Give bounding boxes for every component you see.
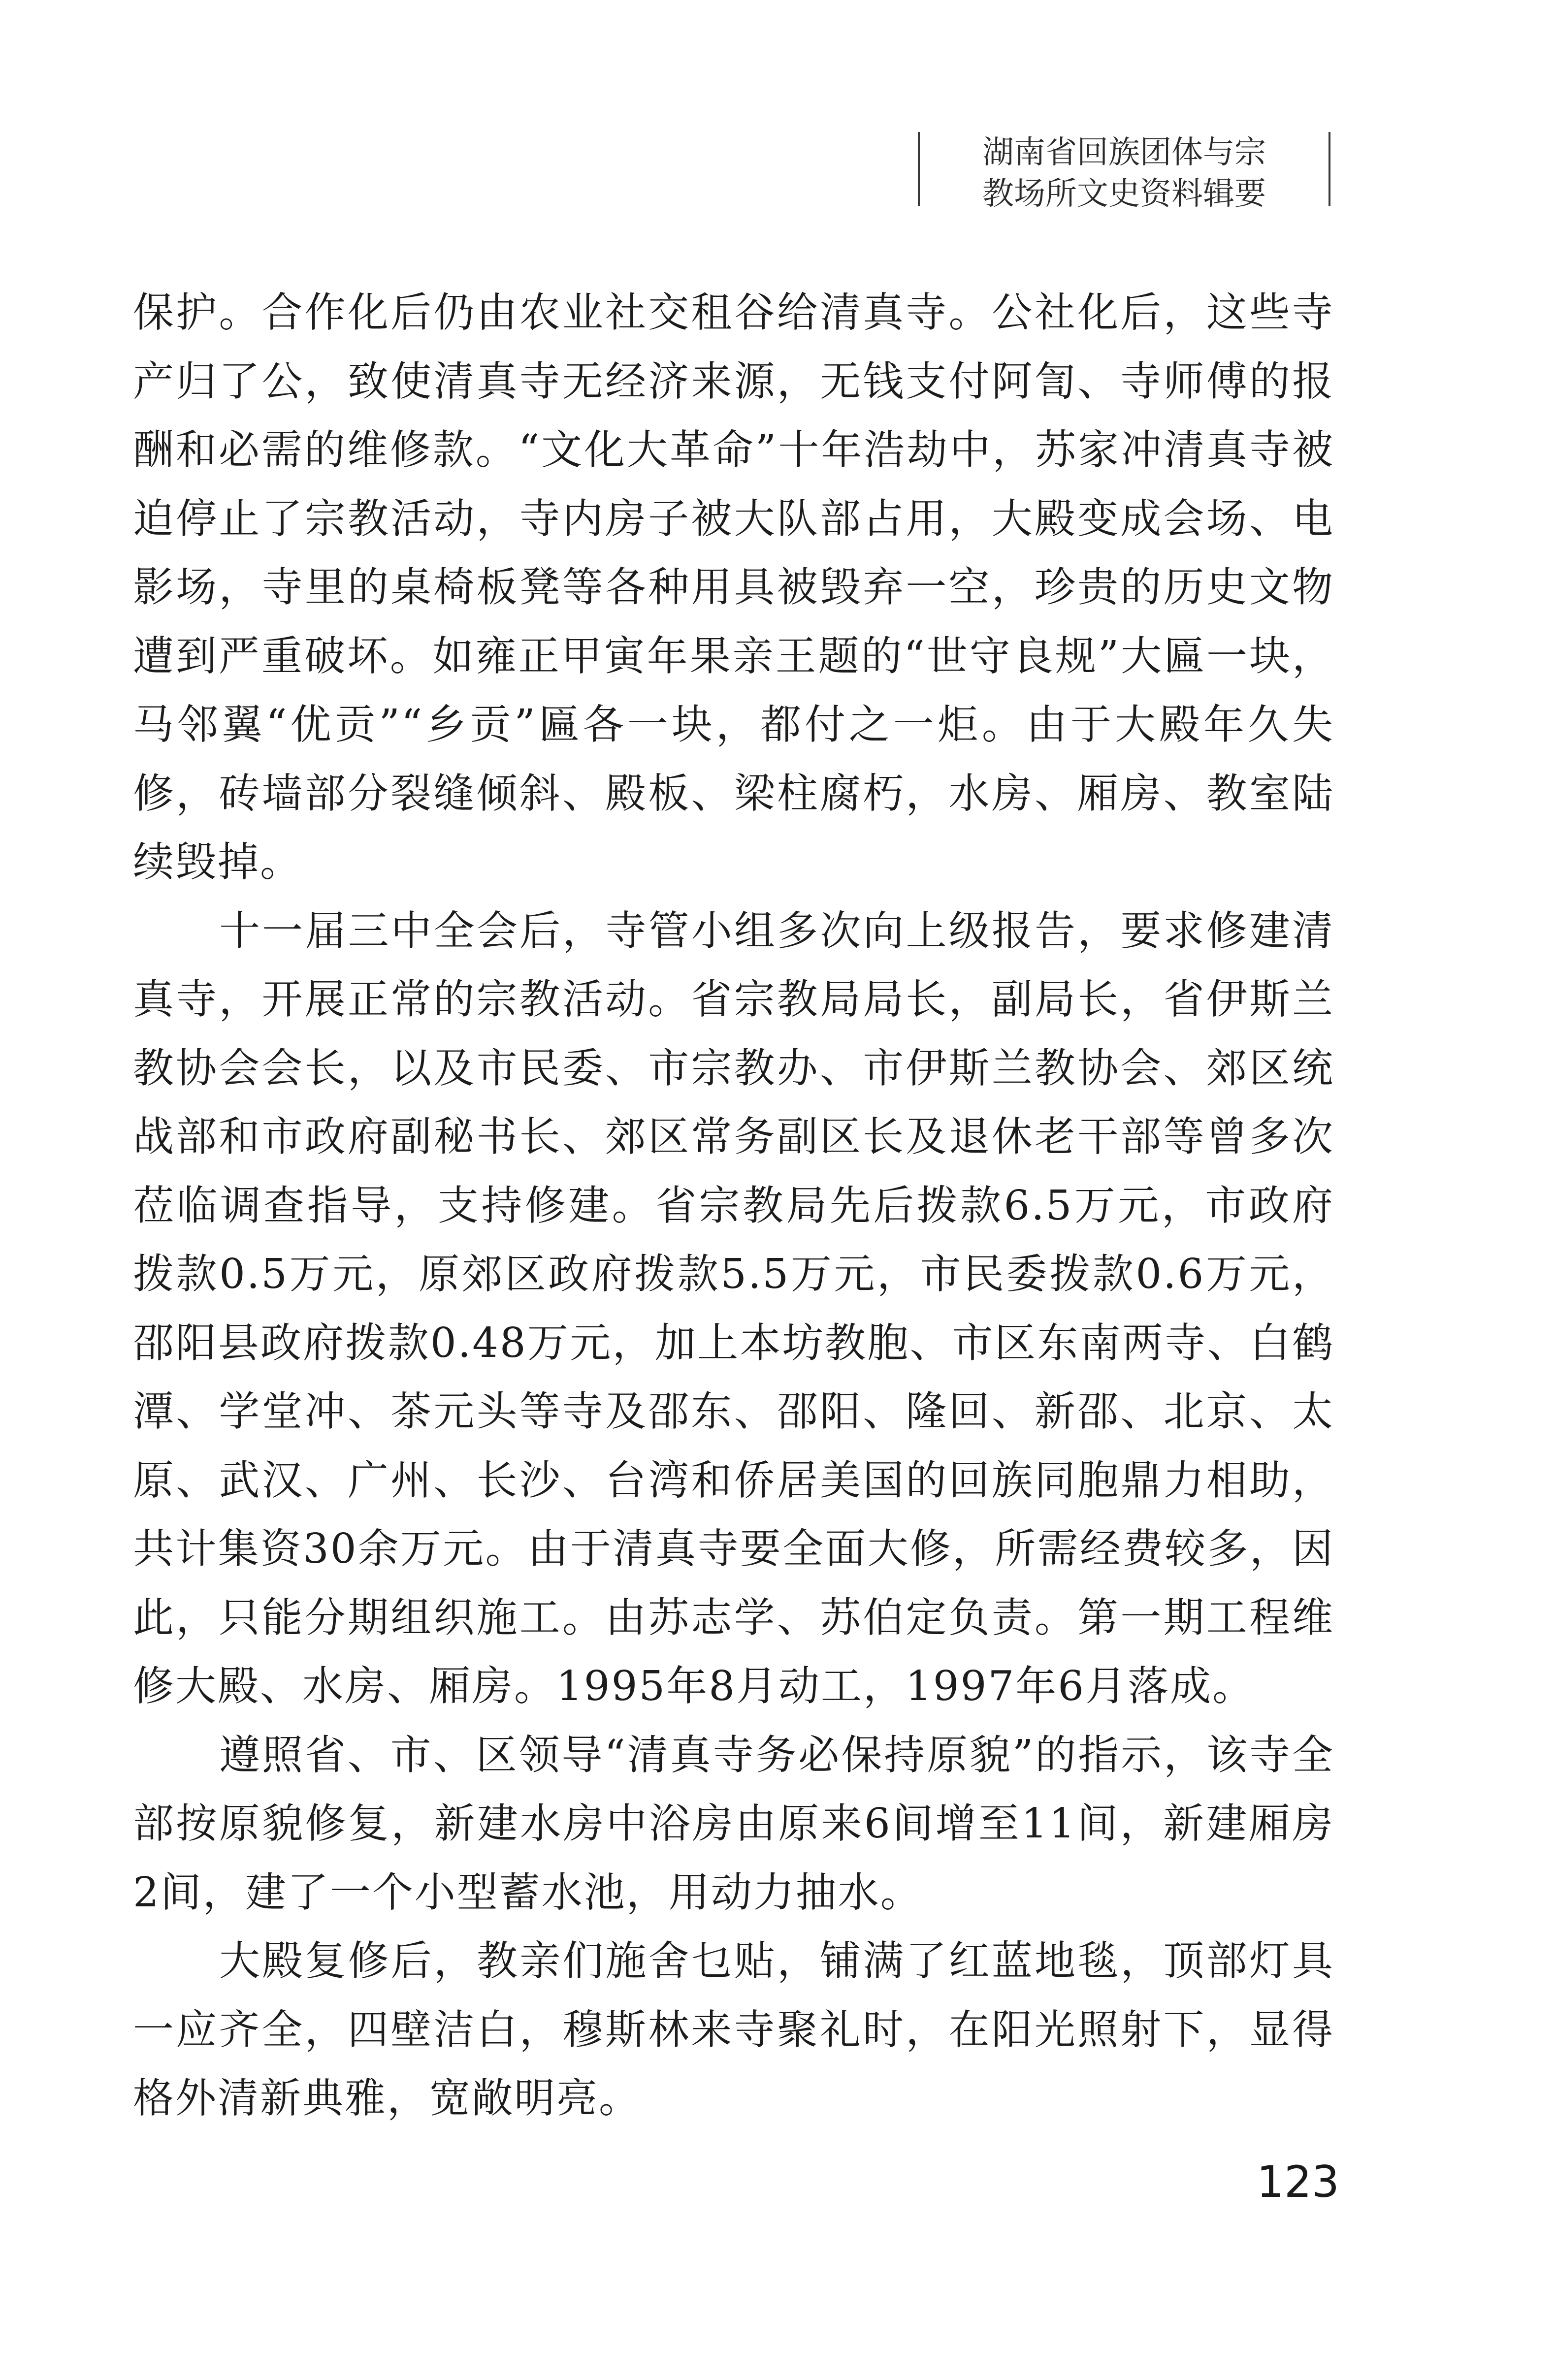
header-title-line1: 湖南省回族团体与宗 [982,134,1266,171]
paragraph-continued: 保护。合作化后仍由农业社交租谷给清真寺。公社化后，这些寺产归了公，致使清真寺无经济来源，无钱支付阿訇、寺师傅的报酬和必需的维修款。“文化大革命”十年浩劫中，苏家冲清真寺被迫停止了宗教活动，寺内房子被大队部占用，大殿变成会场、电影场，寺里的桌椅板凳等各种用具被毁弃一空，珍贵的历史文物遭到严重破坏。如雍正甲寅年果亲王题的“世守良规”大匾一块，马邻翼“优贡”“乡贡”匾各一块，都付之一炬。由于大殿年久失修，砖墙部分裂缝倾斜、殿板、梁柱腐朽，水房、厢房、教室陆续毁掉。 [133,289,1334,886]
header-rule-right [1329,132,1330,206]
running-header [930,132,1319,215]
header-rule-left [918,132,920,206]
paragraph-restoration: 遵照省、市、区领导“清真寺务必保持原貌”的指示，该寺全部按原貌修复，新建水房中浴房由原来6间增至11间，新建厢房2间，建了一个小型蓄水池，用动力抽水。 [133,1731,1334,1916]
page-number: 123 [1257,2156,1339,2207]
paragraph-funding: 十一届三中全会后，寺管小组多次向上级报告，要求修建清真寺，开展正常的宗教活动。省宗教局局长，副局长，省伊斯兰教协会会长，以及市民委、市宗教办、市伊斯兰教协会、郊区统战部和市政府副秘书长、郊区常务副区长及退休老干部等曾多次莅临调查指导，支持修建。省宗教局先后拨款6.5万元，市政府拨款0.5万元，原郊区政府拨款5.5万元，市民委拨款0.6万元，邵阳县政府拨款0.48万元，加上本坊教胞、市区东南两寺、白鹤潭、学堂冲、茶元头等寺及邵东、邵阳、隆回、新邵、北京、太原、武汉、广州、长沙、台湾和侨居美国的回族同胞鼎力相助，共计集资30余万元。由于清真寺要全面大修，所需经费较多，因此，只能分期组织施工。由苏志学、苏伯定负责。第一期工程维修大殿、水房、厢房。1995年8月动工，1997年6月落成。 [133,906,1334,1710]
paragraph-great-hall: 大殿复修后，教亲们施舍乜贴，铺满了红蓝地毯，顶部灯具一应齐全，四壁洁白，穆斯林来寺聚礼时，在阳光照射下，显得格外清新典雅，宽敞明亮。 [133,1937,1334,2122]
header-title-line2: 教场所文史资料辑要 [982,176,1266,212]
body-text [133,278,1334,2133]
